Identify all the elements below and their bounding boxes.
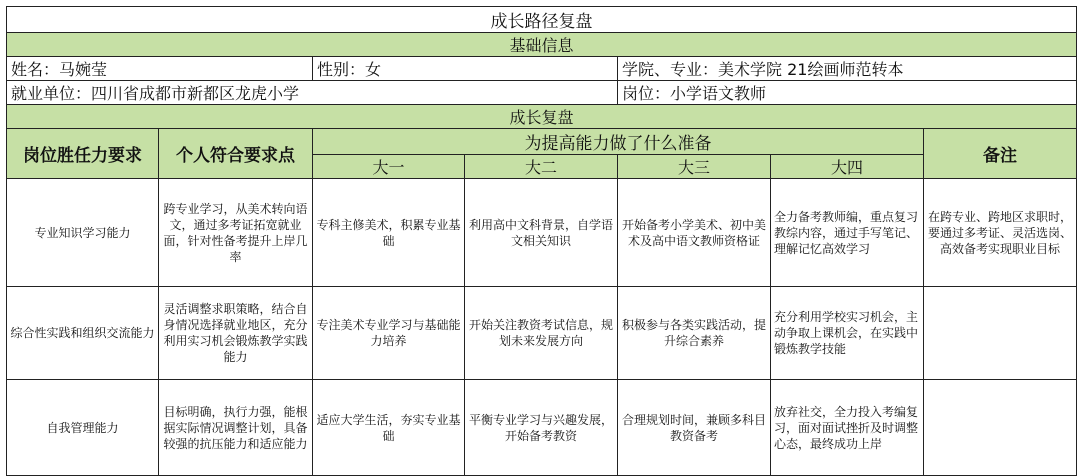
- ability-cell: 自我管理能力: [7, 380, 159, 476]
- college-major-cell: 学院、专业：美术学院 21绘画师范转本: [618, 57, 1077, 81]
- year-3-cell: 合理规划时间，兼顾多科目教资备考: [618, 380, 771, 476]
- year-2-cell: 平衡专业学习与兴趣发展，开始备考教资: [465, 380, 618, 476]
- growth-review-sheet: [6, 6, 1077, 476]
- year-2-header: 大二: [465, 155, 618, 179]
- personal-cell: 跨专业学习，从美术转向语文，通过多考证拓宽就业面，针对性备考提升上岸几率: [159, 179, 313, 287]
- table-row: [7, 179, 1077, 287]
- name-cell: 姓名：马婉莹: [7, 57, 313, 81]
- year-2-cell: 开始关注教资考试信息，规划未来发展方向: [465, 287, 618, 380]
- basic-info-header: 基础信息: [7, 33, 1077, 57]
- sheet-title: 成长路径复盘: [7, 7, 1077, 33]
- col-prep-header: 为提高能力做了什么准备: [313, 129, 924, 155]
- year-1-header: 大一: [313, 155, 465, 179]
- growth-review-header: 成长复盘: [7, 105, 1077, 129]
- table-row: [7, 380, 1077, 476]
- employer-cell: 就业单位：四川省成都市新都区龙虎小学: [7, 81, 618, 105]
- remark-cell: 在跨专业、跨地区求职时，要通过多考证、灵活选岗、高效备考实现职业目标: [924, 179, 1077, 287]
- ability-cell: 综合性实践和组织交流能力: [7, 287, 159, 380]
- gender-cell: 性别：女: [313, 57, 618, 81]
- year-1-cell: 适应大学生活，夯实专业基础: [313, 380, 465, 476]
- personal-cell: 灵活调整求职策略，结合自身情况选择就业地区，充分利用实习机会锻炼教学实践能力: [159, 287, 313, 380]
- year-1-cell: 专科主修美术，积累专业基础: [313, 179, 465, 287]
- year-4-cell: 全力备考教师编，重点复习教综内容，通过手写笔记、理解记忆高效学习: [771, 179, 924, 287]
- year-1-cell: 专注美术专业学习与基础能力培养: [313, 287, 465, 380]
- personal-cell: 目标明确，执行力强，能根据实际情况调整计划，具备较强的抗压能力和适应能力: [159, 380, 313, 476]
- table-row: [7, 287, 1077, 380]
- remark-cell: [924, 380, 1077, 476]
- year-3-header: 大三: [618, 155, 771, 179]
- year-2-cell: 利用高中文科背景，自学语文相关知识: [465, 179, 618, 287]
- year-3-cell: 开始备考小学美术、初中美术及高中语文教师资格证: [618, 179, 771, 287]
- year-3-cell: 积极参与各类实践活动，提升综合素养: [618, 287, 771, 380]
- remark-cell: [924, 287, 1077, 380]
- col-ability-header: 岗位胜任力要求: [7, 129, 159, 179]
- year-4-header: 大四: [771, 155, 924, 179]
- year-4-cell: 充分利用学校实习机会，主动争取上课机会，在实践中锻炼教学技能: [771, 287, 924, 380]
- position-cell: 岗位：小学语文教师: [618, 81, 1077, 105]
- year-4-cell: 放弃社交，全力投入考编复习，面对面试挫折及时调整心态，最终成功上岸: [771, 380, 924, 476]
- col-remark-header: 备注: [924, 129, 1077, 179]
- ability-cell: 专业知识学习能力: [7, 179, 159, 287]
- col-personal-header: 个人符合要求点: [159, 129, 313, 179]
